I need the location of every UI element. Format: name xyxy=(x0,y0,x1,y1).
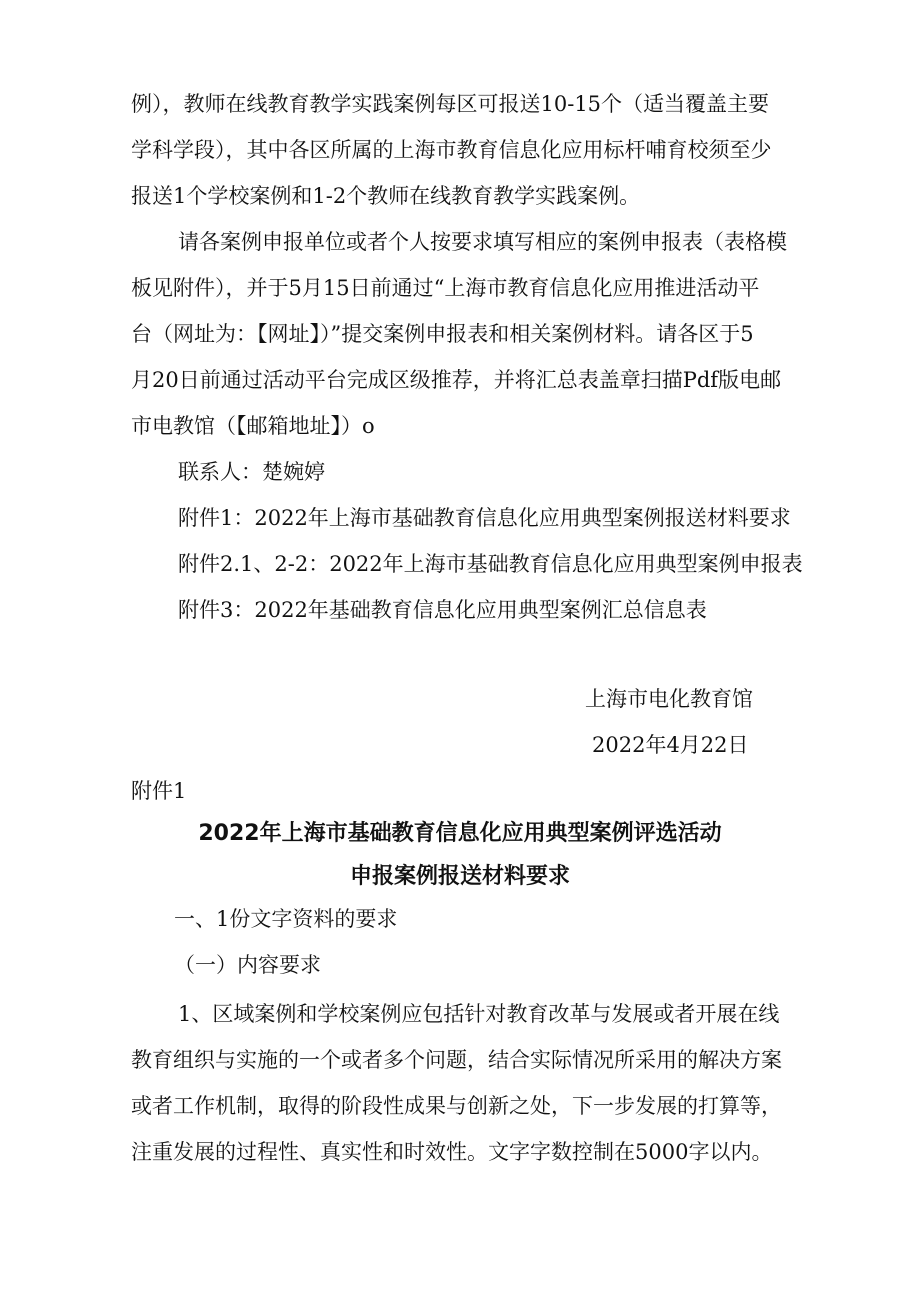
annex-title-line2: 申报案例报送材料要求 xyxy=(349,864,570,889)
annex-label: 附件1 xyxy=(131,779,187,803)
paragraph-line: 台（网址为：【网址】）”提交案例申报表和相关案例材料。请各区于5 xyxy=(131,322,754,346)
paragraph-line: 月20日前通过活动平台完成区级推荐，并将汇总表盖章扫描Pdf版电邮 xyxy=(131,368,782,392)
paragraph-line: 市电教馆（【邮箱地址】）o xyxy=(131,414,375,438)
attachment-item: 附件2.1、2-2：2022年上海市基础教育信息化应用典型案例申报表 xyxy=(178,552,803,576)
signature-organization: 上海市电化教育馆 xyxy=(585,687,753,711)
paragraph-line: 报送1个学校案例和1-2个教师在线教育教学实践案例。 xyxy=(131,184,641,208)
paragraph-line: 教育组织与实施的一个或者多个问题，结合实际情况所采用的解决方案 xyxy=(131,1048,782,1072)
attachment-item: 附件3：2022年基础教育信息化应用典型案例汇总信息表 xyxy=(178,598,707,622)
attachment-item: 附件1：2022年上海市基础教育信息化应用典型案例报送材料要求 xyxy=(178,506,791,530)
paragraph-line: 板见附件），并于5月15日前通过“上海市教育信息化应用推进活动平 xyxy=(131,276,760,300)
annex-title-line1: 2022年上海市基础教育信息化应用典型案例评选活动 xyxy=(198,821,722,846)
contact-line: 联系人：楚婉婷 xyxy=(178,460,325,484)
paragraph-line: 或者工作机制，取得的阶段性成果与创新之处，下一步发展的打算等， xyxy=(131,1094,782,1118)
paragraph-line: 注重发展的过程性、真实性和时效性。文字字数控制在5000字以内。 xyxy=(131,1140,773,1164)
paragraph-line: 1、区域案例和学校案例应包括针对教育改革与发展或者开展在线 xyxy=(178,1002,780,1026)
paragraph-line: 学科学段），其中各区所属的上海市教育信息化应用标杆哺育校须至少 xyxy=(131,138,772,162)
subsection-heading: （一）内容要求 xyxy=(174,953,321,977)
paragraph-line: 例），教师在线教育教学实践案例每区可报送10-15个（适当覆盖主要 xyxy=(131,92,770,116)
section-heading: 一、1份文字资料的要求 xyxy=(174,907,398,931)
signature-date: 2022年4月22日 xyxy=(592,733,749,757)
paragraph-line: 请各案例申报单位或者个人按要求填写相应的案例申报表（表格模 xyxy=(178,230,787,254)
